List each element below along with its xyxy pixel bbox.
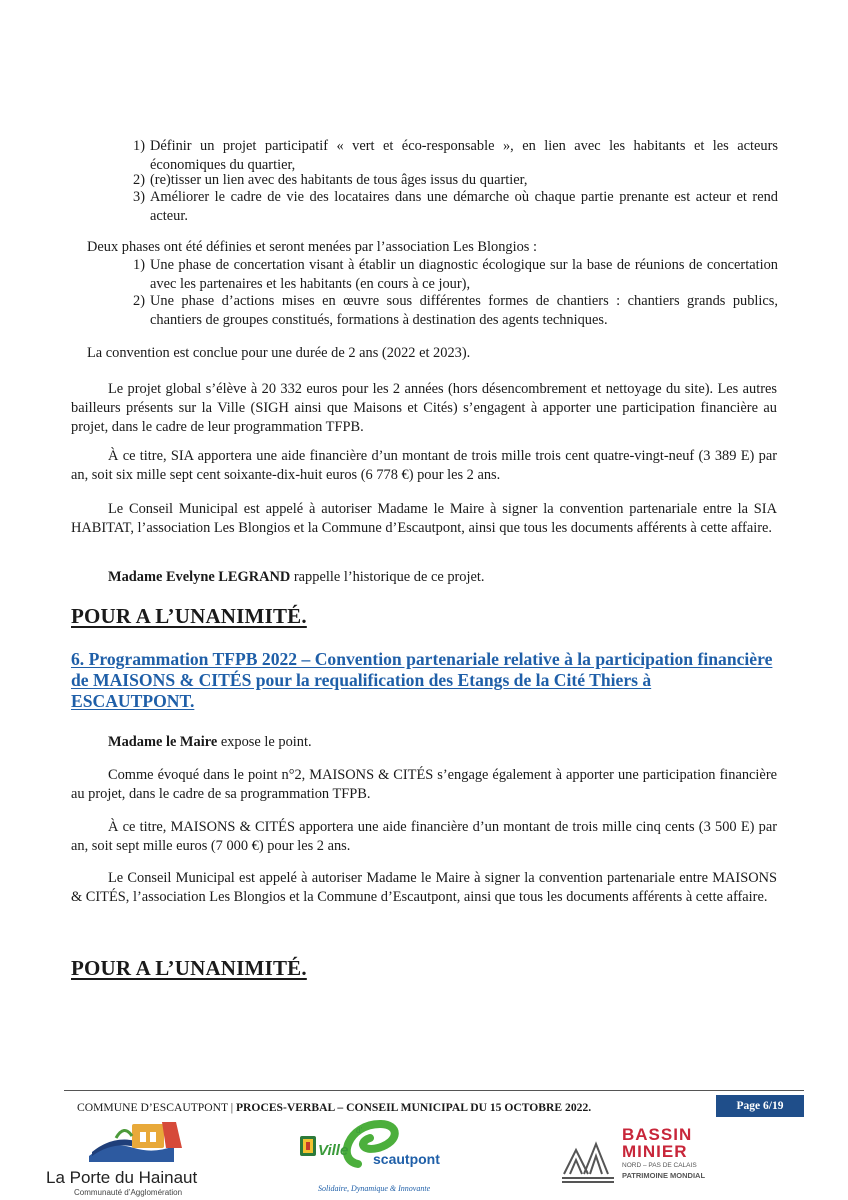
footer-text [77, 1101, 591, 1114]
page-number-badge: Page 6/19 [716, 1095, 804, 1117]
escautpont-logo [296, 1120, 456, 1200]
speaker-name: Madame le Maire [108, 734, 218, 750]
escautpont-ville-label: Ville [318, 1142, 349, 1159]
porte-du-hainaut-emblem [44, 1118, 214, 1170]
list-number: 2) [133, 293, 145, 309]
paragraph-council-1: Le Conseil Municipal est appelé à autoriser Madame le Maire à signer la convention partenariale entre la SIA HABITAT, l’association Les Blongios et la Commune d’Escautpont, ainsi que tous les documents afférents à cette affaire. [71, 501, 777, 536]
speaker-text: rappelle l’historique de ce projet. [290, 569, 485, 585]
footer-commune: COMMUNE D’ESCAUTPONT | [77, 1101, 236, 1114]
speaker-text: expose le point. [217, 734, 312, 750]
footer-divider [64, 1090, 804, 1091]
vote-result-heading: POUR A L’UNANIMITÉ. [71, 604, 307, 628]
paragraph-mc-engagement: Comme évoqué dans le point n°2, MAISONS & CITÉS s’engage également à apporter une participation financière au projet, dans le cadre de sa programmation TFPB. [71, 767, 777, 802]
phases-intro: Deux phases ont été définies et seront menées par l’association Les Blongios : [87, 239, 537, 255]
phase-item: Une phase de concertation visant à établir un diagnostic écologique sur la base de réunions de concertation avec les partenaires et les habitants (en cours à ce jour), [150, 257, 778, 292]
bassin-minier-logo [560, 1126, 720, 1192]
footer-pv: PROCES-VERBAL – CONSEIL MUNICIPAL DU 15 OCTOBRE 2022. [235, 1101, 592, 1114]
objective-item: Définir un projet participatif « vert et éco-responsable », en lien avec les habitants et les acteurs économiques du quartier, [150, 138, 778, 173]
paragraph-legrand [71, 568, 777, 587]
paragraph-sia-aid: À ce titre, SIA apportera une aide financière d’un montant de trois mille trois cent quatre-vingt-neuf (3 389 E) par an, soit six mille sept cent soixante-dix-huit euros (6 778 €) pour les 2 ans. [71, 448, 777, 483]
list-number: 2) [133, 172, 145, 188]
bassin-line2: MINIER [622, 1142, 688, 1161]
paragraph-maire [71, 733, 777, 752]
vote-result-heading: POUR A L’UNANIMITÉ. [71, 956, 307, 980]
paragraph-mc-amount: À ce titre, MAISONS & CITÉS apportera une aide financière d’un montant de trois mille cinq cents (3 500 E) par an, soit sept mille euros (7 000 €) pour les 2 ans. [71, 819, 777, 854]
phase-item: Une phase d’actions mises en œuvre sous différentes formes de chantiers : chantiers grands publics, chantiers de groupes constitués, formations à destination des agents techniques. [150, 293, 778, 328]
escautpont-tagline: Solidaire, Dynamique & Innovante [318, 1184, 431, 1193]
bassin-minier-emblem [560, 1130, 616, 1186]
list-number: 3) [133, 189, 145, 205]
list-number: 1) [133, 257, 145, 273]
bassin-line1: BASSIN [622, 1125, 693, 1144]
porte-hainaut-title: La Porte du Hainaut [46, 1168, 198, 1187]
porte-hainaut-subtitle: Communauté d’Agglomération [74, 1188, 183, 1197]
escautpont-d-label: d’ [356, 1126, 363, 1135]
objective-item: Améliorer le cadre de vie des locataires dans une démarche où chaque partie prenante est acteur et rend acteur. [150, 189, 778, 224]
porte-du-hainaut-logo [44, 1118, 214, 1198]
paragraph-budget: Le projet global s’élève à 20 332 euros pour les 2 années (hors désencombrement et nettoyage du site). Les autres bailleurs présents sur la Ville (SIGH ainsi que Maisons et Cités) s’engagent à apporter une participation financière au projet, dans le cadre de leur programmation TFPB. [71, 381, 777, 435]
bassin-line4: PATRIMOINE MONDIAL [622, 1171, 706, 1180]
paragraph-duration: La convention est conclue pour une durée de 2 ans (2022 et 2023). [87, 345, 471, 361]
section-6-title: 6. Programmation TFPB 2022 – Convention partenariale relative à la participation financière de MAISONS & CITÉS pour la requalification des Etangs de la Cité Thiers à ESCAUTPONT. [71, 649, 773, 711]
speaker-name: Madame Evelyne LEGRAND [108, 569, 291, 585]
paragraph-council-2: Le Conseil Municipal est appelé à autoriser Madame le Maire à signer la convention partenariale entre MAISONS & CITÉS, l’association Les Blongios et la Commune d’Escautpont, ainsi que tous les documents afférents à cette affaire. [71, 870, 777, 905]
bassin-line3: NORD – PAS DE CALAIS [622, 1162, 697, 1169]
list-number: 1) [133, 138, 145, 154]
objective-item: (re)tisser un lien avec des habitants de tous âges issus du quartier, [150, 172, 528, 188]
escautpont-name-label: scautpont [373, 1151, 440, 1167]
